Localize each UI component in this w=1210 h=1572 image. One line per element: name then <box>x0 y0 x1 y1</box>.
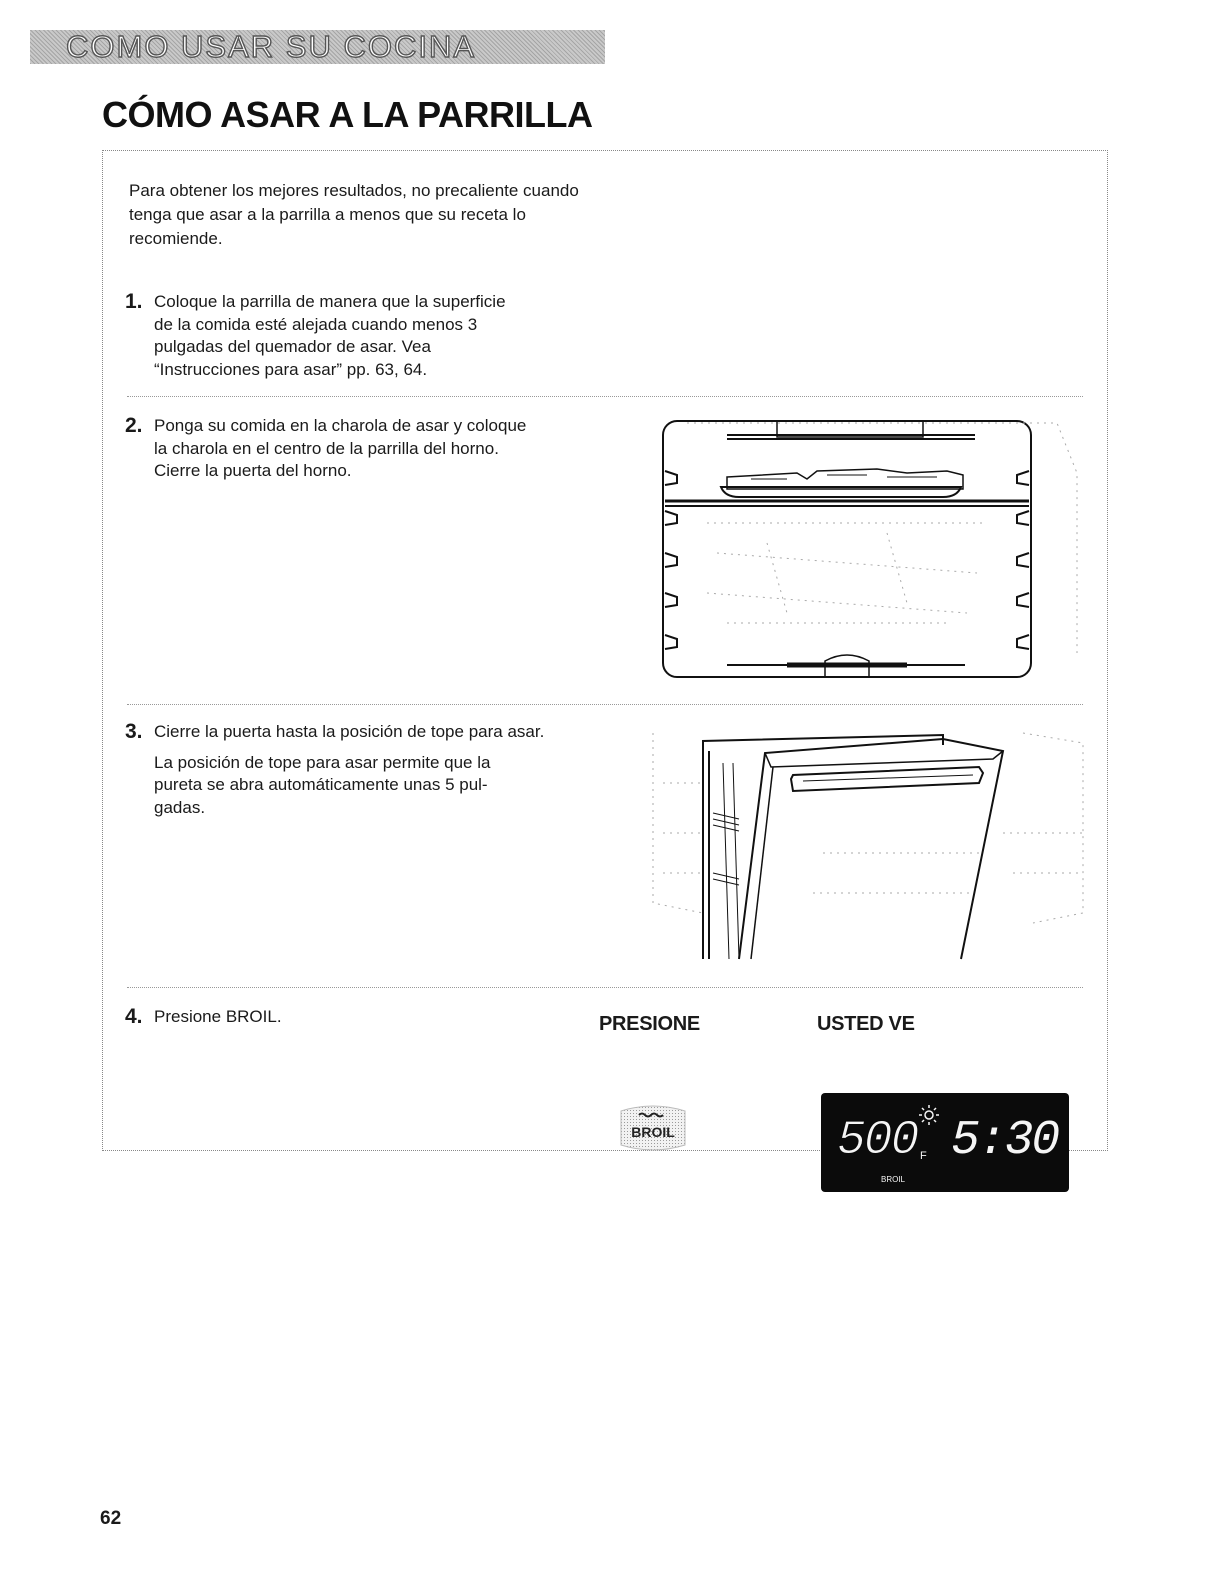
display-time: 5:30 <box>951 1114 1059 1168</box>
separator <box>127 704 1083 705</box>
display-unit: F <box>920 1150 927 1162</box>
press-column-label: PRESIONE <box>599 1013 700 1035</box>
intro-text: Para obtener los mejores resultados, no precaliente cuando tenga que asar a la parrilla a menos que su receta lo recomiende. <box>129 181 579 248</box>
step-line: gadas. <box>154 797 206 817</box>
oven-frame <box>703 735 943 959</box>
display-mode: BROIL <box>881 1175 906 1184</box>
step-line: de la comida esté alejada cuando menos 3 <box>154 314 478 334</box>
page-title: CÓMO ASAR A LA PARRILLA <box>102 94 593 135</box>
content-box <box>102 150 1108 1184</box>
you-see-column-label: USTED VE <box>817 1013 915 1035</box>
section-banner <box>30 30 605 64</box>
oven-display <box>821 1093 1069 1192</box>
door-handle <box>791 767 983 791</box>
step-line: pulgadas del quemador de asar. Vea <box>154 337 431 356</box>
separator <box>127 396 1083 397</box>
oven-door-broil-stop-illustration <box>643 723 1093 963</box>
step-number: 1. <box>125 290 143 313</box>
page-number: 62 <box>100 1508 122 1529</box>
broil-key-label: BROIL <box>631 1124 675 1140</box>
sun-icon <box>919 1105 939 1125</box>
step-line: Ponga su comida en la charola de asar y coloque <box>154 416 527 435</box>
step-4 <box>125 1006 282 1029</box>
step-line: La posición de tope para asar permite que la <box>154 752 491 772</box>
step-line: la charola en el centro de la parrilla del horno. <box>154 438 499 458</box>
step-line: “Instrucciones para asar” pp. 63, 64. <box>154 359 428 379</box>
step-number: 4. <box>125 1005 143 1028</box>
display-temperature: 500 <box>837 1114 918 1168</box>
step-number: 3. <box>125 720 143 743</box>
oven-rack-illustration <box>647 413 1087 683</box>
step-line: Cierre la puerta hasta la posición de tope para asar. <box>154 722 545 741</box>
separator <box>127 987 1083 988</box>
step-line: Cierre la puerta del horno. <box>154 461 352 480</box>
step-line: Coloque la parrilla de manera que la superficie <box>154 292 506 311</box>
section-banner-text: COMO USAR SU COCINA <box>66 29 477 64</box>
step-1 <box>125 291 506 381</box>
step-number: 2. <box>125 414 143 437</box>
step-line: pureta se abra automáticamente unas 5 pul- <box>154 775 488 794</box>
step-line: Presione BROIL. <box>154 1007 282 1026</box>
step-3 <box>125 721 544 819</box>
oven-cavity-outline <box>663 421 1031 677</box>
broil-key-button[interactable] <box>615 1101 691 1155</box>
step-2 <box>125 415 526 483</box>
